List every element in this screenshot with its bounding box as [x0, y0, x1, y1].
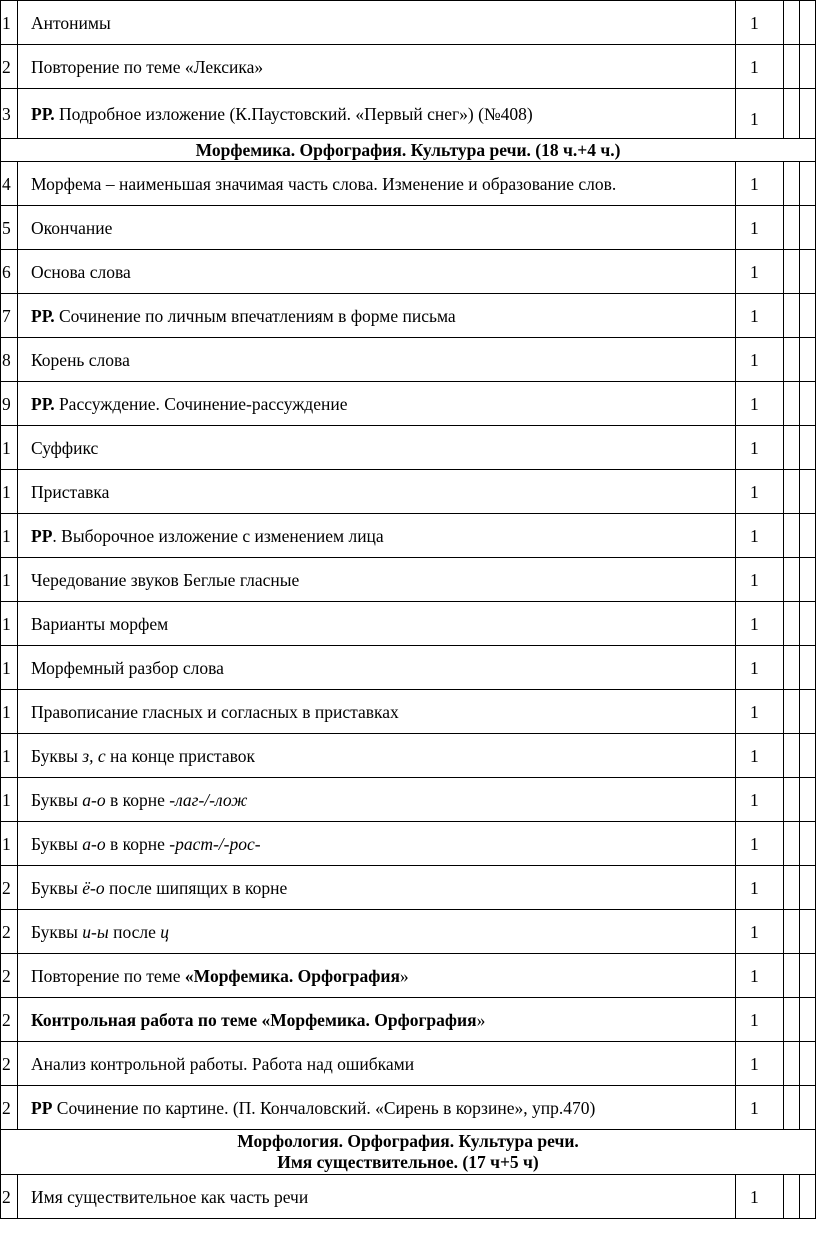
date-actual-cell — [800, 558, 816, 602]
lesson-topic-text: РР. — [31, 393, 55, 414]
date-actual-cell — [800, 910, 816, 954]
date-actual-cell — [800, 734, 816, 778]
lesson-number: 1 — [1, 514, 18, 558]
lesson-number: 2 — [1, 1042, 18, 1086]
date-actual-cell — [800, 162, 816, 206]
date-planned-cell — [784, 822, 800, 866]
date-actual-cell — [800, 470, 816, 514]
date-planned-cell — [784, 1175, 800, 1219]
lesson-number: 1 — [1, 558, 18, 602]
lesson-row — [1, 338, 816, 382]
lesson-topic-text: а-о — [82, 789, 106, 810]
lesson-row — [1, 1175, 816, 1219]
lesson-topic-text: Повторение по теме «Лексика» — [31, 56, 264, 77]
lesson-topic — [18, 734, 736, 778]
lesson-hours: 1 — [736, 206, 784, 250]
lesson-topic — [18, 822, 736, 866]
lesson-hours: 1 — [736, 998, 784, 1042]
lesson-number: 3 — [1, 89, 18, 139]
lesson-topic-text: Приставка — [31, 481, 110, 502]
date-planned-cell — [784, 690, 800, 734]
lesson-topic-text: Морфема – наименьшая значимая часть слова. Изменение и образование слов. — [31, 173, 617, 194]
lesson-row — [1, 690, 816, 734]
lesson-topic-text: ё-о — [82, 877, 105, 898]
lesson-topic-text: в корне - — [105, 833, 176, 854]
date-actual-cell — [800, 206, 816, 250]
date-planned-cell — [784, 45, 800, 89]
lesson-number: 2 — [1, 45, 18, 89]
lesson-topic — [18, 206, 736, 250]
lesson-hours: 1 — [736, 514, 784, 558]
date-planned-cell — [784, 558, 800, 602]
lesson-number: 1 — [1, 602, 18, 646]
date-planned-cell — [784, 602, 800, 646]
date-planned-cell — [784, 294, 800, 338]
lesson-topic — [18, 1086, 736, 1130]
lesson-number: 1 — [1, 690, 18, 734]
date-actual-cell — [800, 1042, 816, 1086]
lesson-topic-text: Буквы — [31, 789, 83, 810]
date-actual-cell — [800, 338, 816, 382]
date-planned-cell — [784, 338, 800, 382]
lesson-hours: 1 — [736, 734, 784, 778]
date-actual-cell — [800, 954, 816, 998]
lesson-topic — [18, 470, 736, 514]
lesson-hours: 1 — [736, 1086, 784, 1130]
lesson-topic — [18, 954, 736, 998]
section-title — [1, 139, 816, 162]
lesson-number: 1 — [1, 822, 18, 866]
lesson-topic-text: раст-/-рос- — [175, 833, 261, 854]
lesson-topic-text: «Морфемика. Орфография — [184, 965, 400, 986]
lesson-row — [1, 998, 816, 1042]
date-planned-cell — [784, 1042, 800, 1086]
section-header-row — [1, 139, 816, 162]
date-actual-cell — [800, 250, 816, 294]
lesson-topic — [18, 1175, 736, 1219]
lesson-topic-text: и-ы — [82, 921, 109, 942]
date-actual-cell — [800, 866, 816, 910]
date-planned-cell — [784, 382, 800, 426]
date-actual-cell — [800, 822, 816, 866]
date-actual-cell — [800, 426, 816, 470]
lesson-hours: 1 — [736, 338, 784, 382]
date-actual-cell — [800, 778, 816, 822]
lesson-topic-text: Подробное изложение (К.Паустовский. «Первый снег») (№408) — [54, 103, 533, 124]
date-actual-cell — [800, 1, 816, 45]
lesson-hours: 1 — [736, 250, 784, 294]
date-planned-cell — [784, 514, 800, 558]
date-actual-cell — [800, 602, 816, 646]
date-planned-cell — [784, 866, 800, 910]
lesson-row — [1, 558, 816, 602]
lesson-number: 4 — [1, 162, 18, 206]
lesson-topic — [18, 45, 736, 89]
lesson-topic — [18, 250, 736, 294]
lesson-row — [1, 89, 816, 139]
lesson-hours: 1 — [736, 822, 784, 866]
lesson-hours: 1 — [736, 45, 784, 89]
lesson-hours: 1 — [736, 778, 784, 822]
lesson-topic — [18, 778, 736, 822]
lesson-topic-text: Имя существительное как часть речи — [31, 1186, 309, 1207]
lesson-topic — [18, 1042, 736, 1086]
date-actual-cell — [800, 45, 816, 89]
lesson-row — [1, 778, 816, 822]
lesson-topic-text: Контрольная работа по теме «Морфемика. Орфография — [31, 1009, 477, 1030]
date-actual-cell — [800, 1175, 816, 1219]
lesson-number: 2 — [1, 1086, 18, 1130]
lesson-topic — [18, 294, 736, 338]
date-actual-cell — [800, 514, 816, 558]
lesson-hours: 1 — [736, 910, 784, 954]
date-planned-cell — [784, 646, 800, 690]
lesson-row — [1, 866, 816, 910]
lesson-row — [1, 470, 816, 514]
lesson-topic-text: РР. — [31, 305, 55, 326]
lesson-number: 5 — [1, 206, 18, 250]
lesson-row — [1, 514, 816, 558]
date-actual-cell — [800, 646, 816, 690]
lesson-number: 1 — [1, 734, 18, 778]
lesson-topic-text: Рассуждение. Сочинение-рассуждение — [54, 393, 348, 414]
lesson-row — [1, 162, 816, 206]
lesson-topic — [18, 690, 736, 734]
lesson-topic-text: Повторение по теме — [31, 965, 185, 986]
lesson-topic-text: Правописание гласных и согласных в приставках — [31, 701, 399, 722]
date-planned-cell — [784, 910, 800, 954]
lesson-number: 2 — [1, 1175, 18, 1219]
lesson-number: 1 — [1, 778, 18, 822]
lesson-topic — [18, 338, 736, 382]
lesson-topic — [18, 998, 736, 1042]
lesson-row — [1, 822, 816, 866]
lesson-topic-text: Буквы — [31, 877, 83, 898]
section-header-row — [1, 1130, 816, 1175]
lesson-topic-text: Варианты морфем — [31, 613, 169, 634]
lesson-topic-text: РР. — [31, 103, 55, 124]
date-actual-cell — [800, 998, 816, 1042]
lesson-hours: 1 — [736, 602, 784, 646]
section-title — [1, 1130, 816, 1175]
lesson-topic — [18, 1, 736, 45]
lesson-hours: 1 — [736, 954, 784, 998]
lesson-row — [1, 1, 816, 45]
lesson-number: 2 — [1, 866, 18, 910]
lesson-topic-text: на конце приставок — [105, 745, 256, 766]
lesson-row — [1, 382, 816, 426]
lesson-topic-text: . Выборочное изложение с изменением лица — [52, 525, 384, 546]
lesson-topic-text: РР — [31, 1097, 53, 1118]
lesson-number: 8 — [1, 338, 18, 382]
lesson-topic-text: лаг-/-лож — [175, 789, 248, 810]
lesson-row — [1, 206, 816, 250]
lesson-topic-text: а-о — [82, 833, 106, 854]
lesson-number: 9 — [1, 382, 18, 426]
date-planned-cell — [784, 470, 800, 514]
lesson-row — [1, 45, 816, 89]
lesson-topic — [18, 89, 736, 139]
date-planned-cell — [784, 162, 800, 206]
lesson-topic-text: Окончание — [31, 217, 113, 238]
lesson-topic-text: » — [476, 1009, 486, 1030]
lesson-row — [1, 1086, 816, 1130]
lesson-hours: 1 — [736, 470, 784, 514]
lesson-number: 6 — [1, 250, 18, 294]
date-actual-cell — [800, 382, 816, 426]
lesson-topic-text: после — [108, 921, 161, 942]
lesson-row — [1, 294, 816, 338]
lesson-hours: 1 — [736, 1175, 784, 1219]
lesson-topic-text: Буквы — [31, 833, 83, 854]
lesson-topic-text: ц — [160, 921, 170, 942]
section-title-line: Морфемика. Орфография. Культура речи. (18 ч.+4 ч.) — [195, 139, 621, 160]
date-actual-cell — [800, 690, 816, 734]
lesson-topic — [18, 514, 736, 558]
lesson-topic-text: Чередование звуков Беглые гласные — [31, 569, 300, 590]
lesson-topic-text: Сочинение по картине. (П. Кончаловский. «Сирень в корзине», упр.470) — [52, 1097, 596, 1118]
lesson-hours: 1 — [736, 558, 784, 602]
lesson-row — [1, 954, 816, 998]
lesson-hours: 1 — [736, 646, 784, 690]
lesson-topic — [18, 866, 736, 910]
lesson-topic-text: Антонимы — [31, 12, 111, 33]
lesson-number: 7 — [1, 294, 18, 338]
date-planned-cell — [784, 250, 800, 294]
lesson-topic — [18, 426, 736, 470]
date-planned-cell — [784, 734, 800, 778]
lesson-hours: 1 — [736, 426, 784, 470]
date-planned-cell — [784, 89, 800, 139]
lesson-hours: 1 — [736, 294, 784, 338]
lesson-hours: 1 — [736, 866, 784, 910]
lesson-number: 1 — [1, 1, 18, 45]
section-title-line: Имя существительное. (17 ч+5 ч) — [277, 1152, 539, 1172]
date-planned-cell — [784, 998, 800, 1042]
lesson-number: 2 — [1, 954, 18, 998]
date-actual-cell — [800, 89, 816, 139]
section-title-line: Морфология. Орфография. Культура речи. — [237, 1131, 579, 1151]
lesson-topic-text: Основа слова — [31, 261, 131, 282]
date-actual-cell — [800, 294, 816, 338]
lesson-topic-text: Суффикс — [31, 437, 99, 458]
lesson-number: 1 — [1, 470, 18, 514]
lesson-topic-text: з, с — [82, 745, 106, 766]
lesson-topic-text: Анализ контрольной работы. Работа над ошибками — [31, 1053, 415, 1074]
lesson-topic-text: в корне - — [105, 789, 176, 810]
lesson-hours: 1 — [736, 162, 784, 206]
date-planned-cell — [784, 778, 800, 822]
lesson-row — [1, 734, 816, 778]
lesson-row — [1, 602, 816, 646]
lesson-topic-text: Буквы — [31, 745, 83, 766]
date-actual-cell — [800, 1086, 816, 1130]
lesson-hours: 1 — [736, 1, 784, 45]
lesson-row — [1, 1042, 816, 1086]
lesson-topic — [18, 646, 736, 690]
lesson-row — [1, 250, 816, 294]
lesson-row — [1, 646, 816, 690]
lesson-number: 2 — [1, 998, 18, 1042]
lesson-topic — [18, 910, 736, 954]
lesson-topic-text: Корень слова — [31, 349, 130, 370]
lesson-topic — [18, 162, 736, 206]
lesson-topic — [18, 382, 736, 426]
lesson-topic-text: » — [399, 965, 409, 986]
lesson-topic-text: РР — [31, 525, 53, 546]
lesson-hours: 1 — [736, 382, 784, 426]
date-planned-cell — [784, 206, 800, 250]
lesson-topic-text: после шипящих в корне — [104, 877, 288, 898]
lesson-row — [1, 426, 816, 470]
date-planned-cell — [784, 954, 800, 998]
lesson-topic — [18, 602, 736, 646]
lesson-topic — [18, 558, 736, 602]
lesson-topic-text: Сочинение по личным впечатлениям в форме письма — [54, 305, 456, 326]
lesson-hours: 1 — [736, 690, 784, 734]
lesson-topic-text: Морфемный разбор слова — [31, 657, 224, 678]
lesson-hours: 1 — [736, 89, 784, 139]
date-planned-cell — [784, 1086, 800, 1130]
lesson-topic-text: Буквы — [31, 921, 83, 942]
lesson-number: 1 — [1, 646, 18, 690]
lesson-number: 2 — [1, 910, 18, 954]
lesson-number: 1 — [1, 426, 18, 470]
lesson-row — [1, 910, 816, 954]
lesson-hours: 1 — [736, 1042, 784, 1086]
date-planned-cell — [784, 1, 800, 45]
date-planned-cell — [784, 426, 800, 470]
